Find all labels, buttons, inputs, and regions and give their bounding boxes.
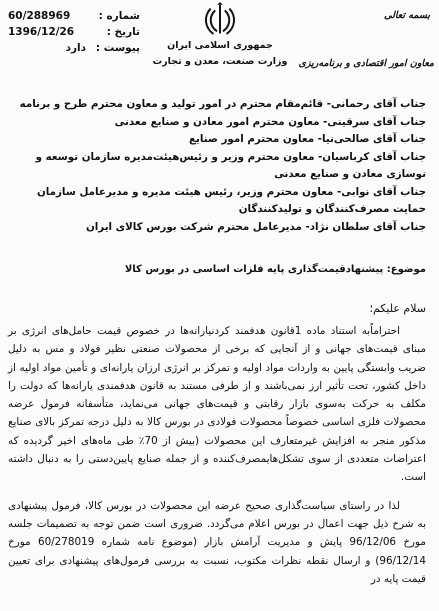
letter-number-label: شماره :	[98, 10, 140, 22]
recipient-item: جناب آقای رحمانی- قائم‌مقام محترم در امور تولید و معاون محترم طرح و برنامه	[19, 98, 426, 110]
iran-emblem-icon	[202, 2, 238, 38]
body-paragraph: لذا در راستای سیاست‌گذاری صحیح عرضه این محصولات در بورس کالا، فرمول پیشنهادی به شرح ذیل جهت اعمال در بورس اعلام می‌گردد. ضروری است ضمن توجه به تصمیمات جلسه مورخ 96/12/06 پایش و مدیریت آرامش بازار (موضوع نامه شماره 60/278019 مورخ 96/12/14) و ارسال نقطه نظرات مکتوب، نسبت به بررسی فرمول‌های پیشنهادی برای تعیین قیمت پایه در	[8, 499, 426, 585]
letter-meta	[8, 8, 158, 56]
meta-date-row	[8, 24, 158, 40]
meta-number-row	[8, 8, 158, 24]
department-title: معاون امور اقتصادی و برنامه‌ریزی	[298, 58, 434, 69]
greeting: سلام علیکم؛	[369, 302, 426, 315]
letter-number: 60/288969	[8, 10, 71, 22]
bismillah-heading: بسمه تعالی	[384, 10, 430, 21]
letter-attachment: دارد	[65, 42, 86, 54]
gov-line-1: جمهوری اسلامی ایران	[167, 40, 273, 51]
letter-subject: موضوع: پیشنهادقیمت‌گذاری پایه فلزات اساسی در بورس کالا	[124, 264, 426, 275]
recipients-block	[8, 96, 426, 236]
body-paragraph: احتراماًبه استناد ماده 1قانون هدفمند کردنیارانه‌ها در خصوص قیمت حامل‌های انرژی بر مبنای قیمت‌های جهانی و از آنجایی که برخی از محصولات صنعتی نظیر فولاد و مس به دلیل ضریب وابستگی پایین به واردات مواد اولیه و تمرکز بر انرژی ارزان یارانه‌ای و تأمین مواد اولیه از داخل کشور، تحت تأثیر ارز نمی‌باشند و از طرفی مستند به قانون هدفمندی یارانه‌ها که دولت را مکلف به حرکت به‌سوی بازار رقابتی و قیمت‌های جهانی می‌نماید، متأسفانه فرمول عرضه محصولات فلزی اساسی خصوصاً محصولات فولادی در بورس کالا به دلیل درجه تمرکز بالای صنایع مذکور منجر به افزایش غیرمتعارف این محصولات (بیش از 70٪ طی ماه‌های اخیر گردیده که اعتراضات متعددی از سوی تشکل‌هایمصرف‌کننده و از جمله صنایع پایین‌دستی را به دنبال داشته است.	[8, 325, 427, 484]
letter-attachment-label: پیوست :	[95, 42, 140, 54]
meta-attachment-row	[8, 40, 158, 56]
letter-date-label: تاریخ :	[106, 26, 140, 38]
gov-line-2: وزارت صنعت، معدن و تجارت	[152, 56, 288, 67]
recipient-item: جناب آقای صالحی‌نیا- معاون محترم امور صنایع	[188, 133, 426, 145]
recipient-item: جناب آقای نوابی- معاون محترم وزیر، رئیس هیئت مدیره و مدیرعامل سازمان حمایت مصرف‌کنندگان و تولیدکنندگان	[36, 185, 426, 215]
recipient-item: جناب آقای سرقینی- معاون محترم امور معادن و صنایع معدنی	[114, 115, 426, 128]
letter-body	[8, 322, 426, 588]
letter-date: 1396/12/26	[8, 26, 75, 38]
recipient-item: جناب آقای کرباسیان- معاون محترم وزیر و رئیس‌هیئت‌مدیره سازمان توسعه و نوسازی معادن و صنایع معدنی	[35, 150, 426, 180]
recipient-item: جناب آقای سلطان نژاد- مدیرعامل محترم شرکت بورس کالای ایران	[85, 220, 426, 233]
